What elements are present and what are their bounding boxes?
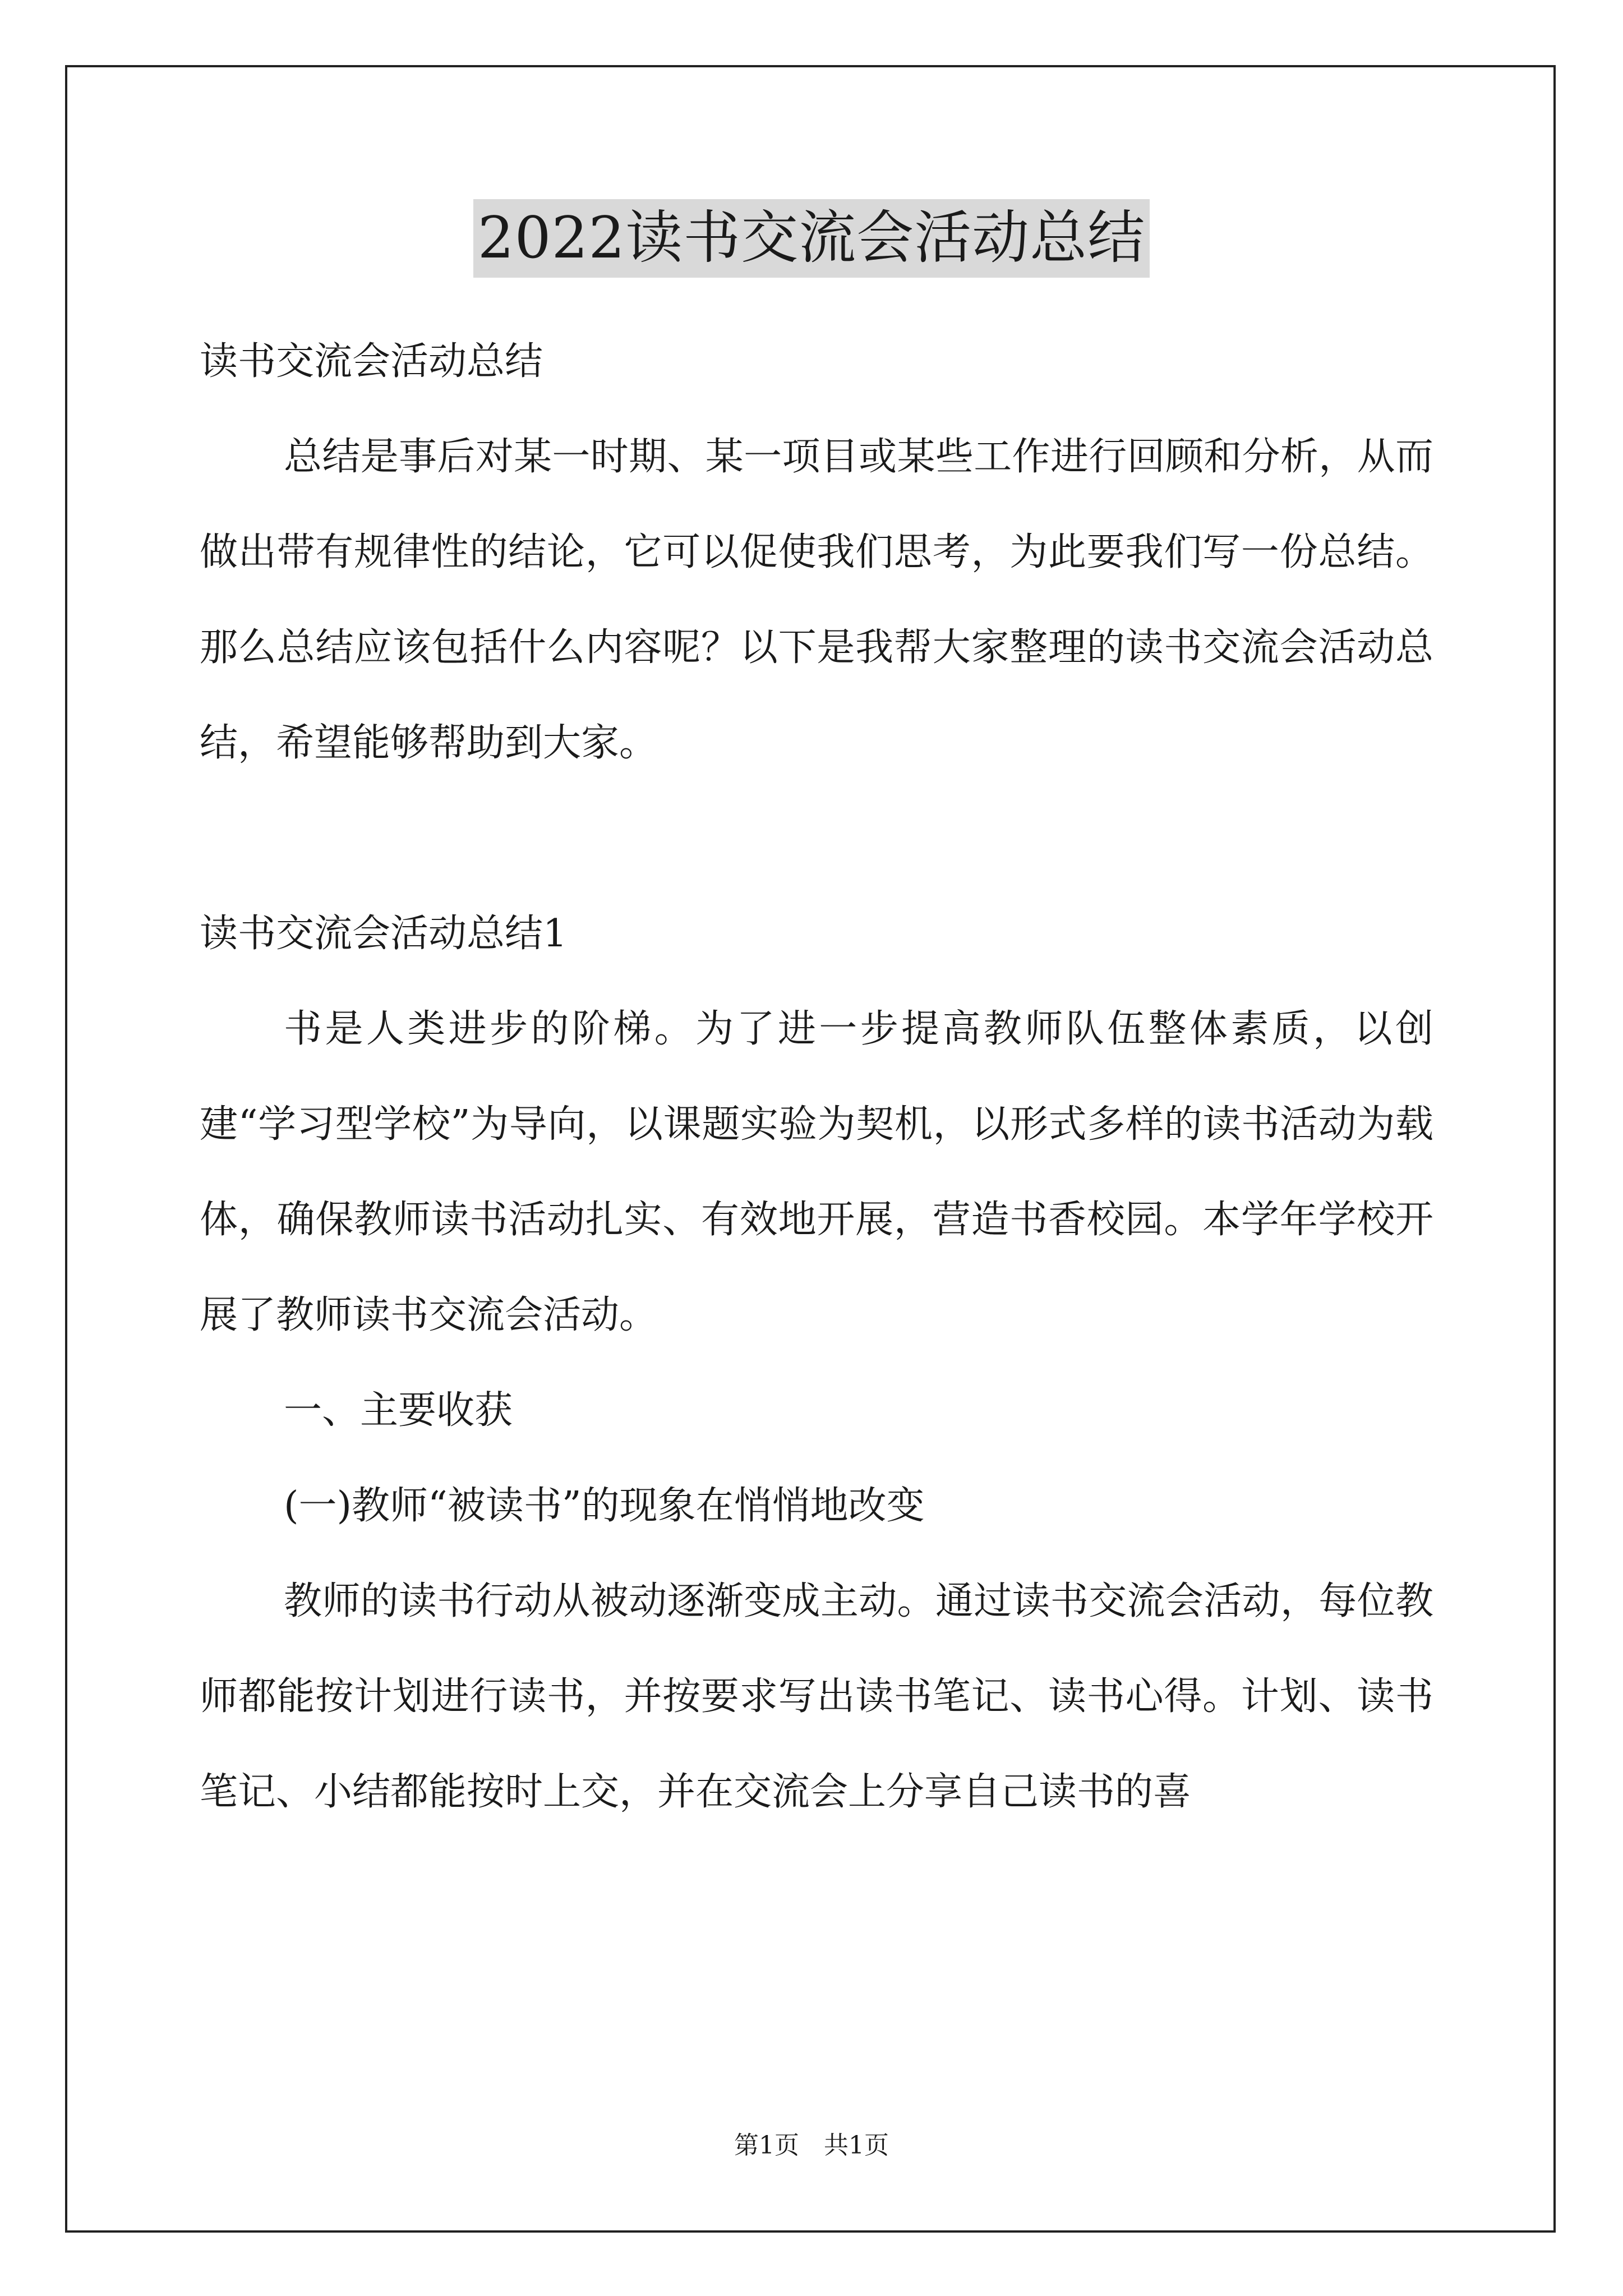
section-paragraph: 书是人类进步的阶梯。为了进一步提高教师队伍整体素质，以创建“学习型学校”为导向，以课题实验为契机，以形式多样的读书活动为载体，确保教师读书活动扎实、有效地开展，营造书香校园。本学年学校开展了教师读书交流会活动。 bbox=[200, 1007, 1433, 1337]
subsection-paragraph: 教师的读书行动从被动逐渐变成主动。通过读书交流会活动，每位教师都能按计划进行读书，并按要求写出读书笔记、读书心得。计划、读书笔记、小结都能按时上交，并在交流会上分享自己读书的喜 bbox=[200, 1579, 1433, 1814]
title-container bbox=[0, 199, 1623, 278]
section-heading: 读书交流会活动总结1 bbox=[200, 912, 568, 956]
subtitle: 读书交流会活动总结 bbox=[200, 339, 543, 384]
subsection-heading: (一)教师“被读书”的现象在悄悄地改变 bbox=[284, 1484, 925, 1528]
part-heading: 一、主要收获 bbox=[284, 1388, 513, 1433]
document-title: 2022读书交流会活动总结 bbox=[473, 199, 1150, 278]
page-footer: 第1页 共1页 bbox=[734, 2131, 889, 2160]
intro-paragraph: 总结是事后对某一时期、某一项目或某些工作进行回顾和分析，从而做出带有规律性的结论，它可以促使我们思考，为此要我们写一份总结。那么总结应该包括什么内容呢？以下是我帮大家整理的读书交流会活动总结，希望能够帮助到大家。 bbox=[200, 435, 1433, 765]
document-body bbox=[200, 314, 1433, 1840]
paragraph-gap bbox=[200, 791, 1433, 886]
